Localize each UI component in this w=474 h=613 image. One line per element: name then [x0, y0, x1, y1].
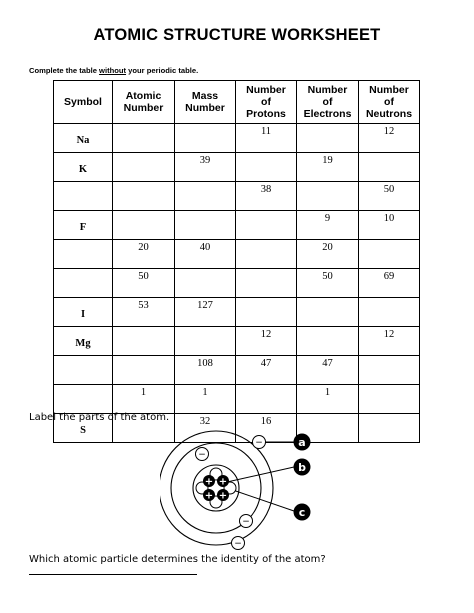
table-cell: 1 — [175, 385, 236, 414]
svg-text:−: − — [255, 438, 263, 448]
table-row — [54, 182, 420, 211]
table-cell: 50 — [113, 269, 175, 298]
element-symbol-cell: Na — [54, 124, 113, 153]
table-cell — [175, 327, 236, 356]
table-row — [54, 153, 420, 182]
table-row — [54, 124, 420, 153]
table-cell — [113, 356, 175, 385]
atomic-structure-table — [53, 80, 420, 443]
element-symbol-cell — [54, 182, 113, 211]
table-cell: 53 — [113, 298, 175, 327]
worksheet-title: ATOMIC STRUCTURE WORKSHEET — [93, 26, 381, 44]
table-cell — [113, 182, 175, 211]
label-a-badge — [294, 434, 311, 451]
column-header-line: Number — [369, 84, 409, 96]
svg-text:−: − — [198, 450, 206, 460]
table-cell: 1 — [113, 385, 175, 414]
table-cell — [113, 153, 175, 182]
table-cell — [297, 124, 359, 153]
column-header — [297, 81, 359, 124]
table-row — [54, 269, 420, 298]
table-cell: 10 — [359, 211, 420, 240]
column-header-line: Symbol — [64, 96, 102, 108]
table-cell: 20 — [297, 240, 359, 269]
element-symbol-cell: Mg — [54, 327, 113, 356]
table-cell — [297, 182, 359, 211]
element-symbol-cell: F — [54, 211, 113, 240]
svg-text:−: − — [242, 517, 250, 527]
table-row — [54, 240, 420, 269]
electron — [232, 537, 245, 550]
table-cell: 39 — [175, 153, 236, 182]
column-header — [236, 81, 297, 124]
column-header-line: of — [384, 96, 394, 108]
table-cell — [297, 327, 359, 356]
answer-line[interactable] — [29, 574, 197, 575]
column-header-line: Neutrons — [365, 108, 413, 120]
table-cell — [175, 269, 236, 298]
svg-text:b: b — [298, 461, 306, 474]
table-cell — [236, 298, 297, 327]
column-header-line: of — [261, 96, 271, 108]
table-cell — [236, 153, 297, 182]
table-cell: 38 — [236, 182, 297, 211]
table-cell — [113, 211, 175, 240]
column-header-line: Protons — [246, 108, 286, 120]
table-cell: 9 — [297, 211, 359, 240]
svg-text:+: + — [218, 490, 228, 502]
table-row — [54, 356, 420, 385]
proton — [217, 475, 229, 488]
svg-text:+: + — [204, 490, 214, 502]
table-cell — [359, 298, 420, 327]
table-cell — [359, 414, 420, 443]
table-cell: 16 — [236, 414, 297, 443]
proton — [217, 489, 229, 502]
element-symbol-cell — [54, 269, 113, 298]
column-header — [175, 81, 236, 124]
table-cell: 11 — [236, 124, 297, 153]
table-cell — [175, 182, 236, 211]
table-cell: 20 — [113, 240, 175, 269]
element-symbol-cell — [54, 356, 113, 385]
table-cell: 127 — [175, 298, 236, 327]
table-cell — [175, 211, 236, 240]
table-cell: 40 — [175, 240, 236, 269]
table-cell: 50 — [359, 182, 420, 211]
table-cell — [236, 240, 297, 269]
table-cell — [236, 385, 297, 414]
column-header-line: Atomic — [125, 90, 162, 102]
column-header — [54, 81, 113, 124]
table-cell: 19 — [297, 153, 359, 182]
column-header — [359, 81, 420, 124]
table-cell — [175, 124, 236, 153]
table-cell — [297, 298, 359, 327]
table-cell — [236, 211, 297, 240]
atom-diagram — [160, 424, 320, 552]
column-header-line: Electrons — [303, 108, 352, 120]
label-parts-question: Label the parts of the atom. — [29, 412, 170, 423]
identity-question: Which atomic particle determines the identity of the atom? — [29, 554, 326, 565]
table-header-row — [54, 81, 420, 124]
electron — [253, 436, 266, 449]
electron — [240, 515, 253, 528]
table-cell: 108 — [175, 356, 236, 385]
table-row — [54, 327, 420, 356]
table-cell: 47 — [236, 356, 297, 385]
element-symbol-cell — [54, 240, 113, 269]
column-header-line: of — [322, 96, 333, 108]
table-cell — [236, 269, 297, 298]
table-cell — [359, 153, 420, 182]
column-header — [113, 81, 175, 124]
svg-text:+: + — [204, 476, 214, 488]
electron — [196, 448, 209, 461]
table-cell — [113, 327, 175, 356]
svg-text:c: c — [298, 506, 306, 519]
element-symbol-cell — [54, 385, 113, 414]
column-header-line: Number — [307, 84, 348, 96]
label-c-badge — [294, 504, 311, 521]
table-cell — [113, 124, 175, 153]
table-cell: 1 — [297, 385, 359, 414]
table-cell: 12 — [359, 327, 420, 356]
table-row — [54, 298, 420, 327]
svg-text:+: + — [218, 476, 228, 488]
proton — [203, 475, 215, 488]
table-cell: 47 — [297, 356, 359, 385]
element-symbol-cell: I — [54, 298, 113, 327]
table-cell: 12 — [359, 124, 420, 153]
table-row — [54, 211, 420, 240]
table-cell: 32 — [175, 414, 236, 443]
column-header-line: Number — [185, 102, 225, 114]
proton — [203, 489, 215, 502]
table-cell: 50 — [297, 269, 359, 298]
table-cell — [359, 240, 420, 269]
table-row — [54, 385, 420, 414]
table-cell: 12 — [236, 327, 297, 356]
label-b-badge — [294, 459, 311, 476]
svg-text:−: − — [234, 539, 242, 549]
column-header-line: Number — [123, 102, 164, 114]
table-cell: 69 — [359, 269, 420, 298]
table-cell — [359, 356, 420, 385]
element-symbol-cell: K — [54, 153, 113, 182]
element-symbol-cell: S — [54, 414, 113, 443]
table-cell — [359, 385, 420, 414]
column-header-line: Mass — [191, 90, 219, 102]
instructions-emphasis: without — [99, 66, 127, 75]
table-instructions: Complete the table without your periodic table. — [29, 66, 199, 75]
column-header-line: Number — [246, 84, 286, 96]
svg-text:a: a — [298, 436, 306, 449]
